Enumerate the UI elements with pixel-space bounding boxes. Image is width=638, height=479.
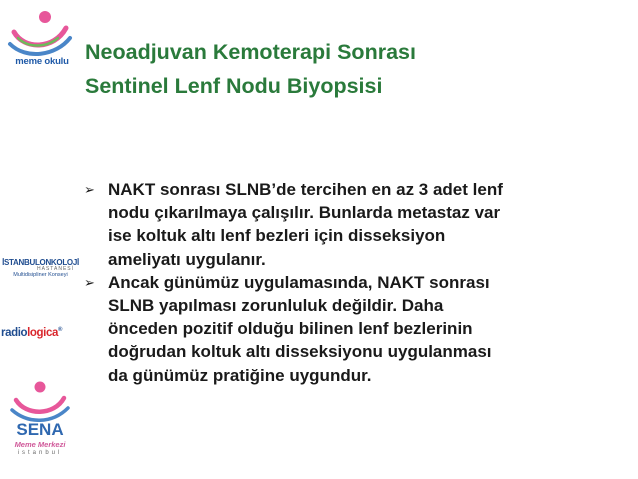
- radiologica-part1: radio: [1, 327, 28, 339]
- sena-logo: [2, 380, 78, 470]
- bullet-item: [84, 271, 624, 387]
- meme-okulu-logo: [4, 8, 76, 70]
- radiologica-part2: logica: [27, 327, 58, 339]
- bullet-line: NAKT sonrası SLNB’de tercihen en az 3 adet lenf: [108, 180, 503, 199]
- logo-column: [0, 0, 80, 479]
- bullet-line: Ancak günümüz uygulamasında, NAKT sonrası: [108, 272, 490, 292]
- bullet-line: önceden pozitif olduğu bilinen lenf bezlerinin: [108, 319, 473, 339]
- istanbul-onkoloji-konsey: Multidisipliner Konseyi: [13, 272, 68, 278]
- bullet-line: ameliyatı uygulanır.: [108, 249, 266, 269]
- bullet-line: SLNB yapılması zorunluluk değildir. Daha: [108, 296, 444, 316]
- bullet-item: [84, 178, 624, 271]
- sena-figure-icon: [2, 380, 78, 422]
- bullet-list: [84, 178, 624, 387]
- meme-okulu-text: meme okulu: [15, 56, 69, 67]
- bullet-line: ise koltuk altı lenf bezleri için disseksiyon: [108, 226, 446, 246]
- slide-title-line-2: Sentinel Lenf Nodu Biyopsisi: [85, 74, 383, 98]
- arrow-bullet-icon: ➢: [84, 274, 95, 290]
- bullet-line: nodu çıkarılmaya çalışılır. Bunlarda metastaz var: [108, 203, 501, 223]
- istanbul-onkoloji-hastanesi: HASTANESİ: [37, 266, 74, 272]
- sena-city: istanbul: [17, 450, 63, 456]
- ribbon-figure-icon: [4, 8, 76, 58]
- bullet-line: da günümüz pratiğine uygundur.: [108, 365, 372, 385]
- arrow-bullet-icon: ➢: [84, 182, 95, 197]
- istanbul-onkoloji-logo: [1, 258, 80, 278]
- radiologica-logo: [1, 327, 80, 339]
- slide-title: [85, 35, 625, 103]
- istanbul-onkoloji-name: İSTANBULONKOLOJİ: [2, 258, 79, 267]
- slide-title-line-1: Neoadjuvan Kemoterapi Sonrası: [85, 40, 416, 64]
- sena-name: SENA: [16, 420, 64, 439]
- bullet-line: doğrudan koltuk altı disseksiyonu uygulanması: [108, 342, 492, 362]
- registered-mark: ®: [57, 327, 62, 333]
- sena-subtitle: Meme Merkezi: [14, 440, 66, 449]
